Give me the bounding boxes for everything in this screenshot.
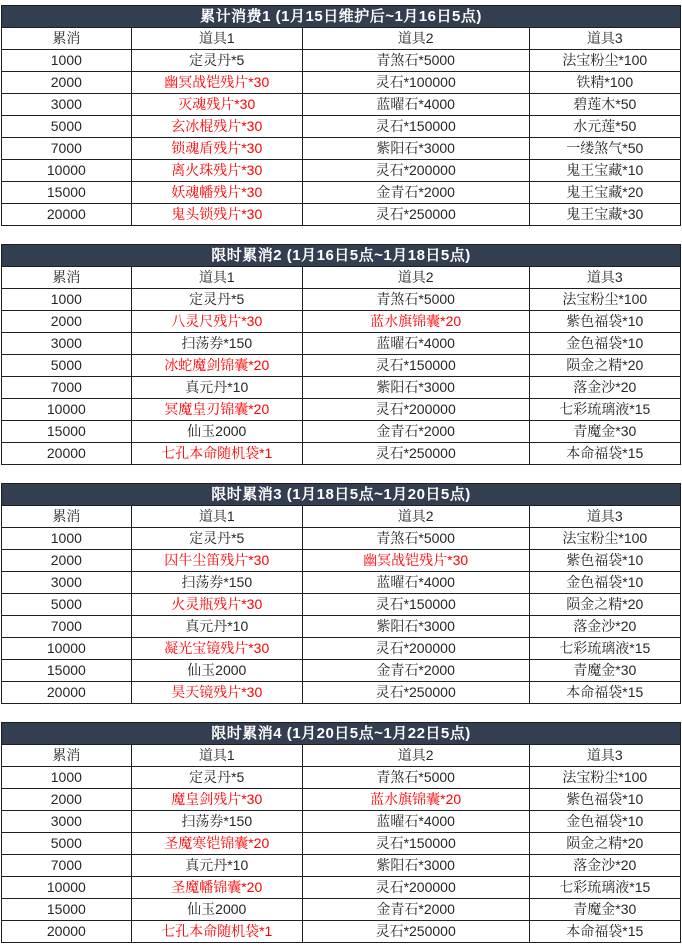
column-header-2: 道具2 [302, 745, 529, 767]
item-cell: 金青石*2000 [302, 660, 529, 682]
table-row [2, 94, 681, 116]
item-cell: 鬼头锁残片*30 [131, 204, 302, 226]
table-title-row [2, 6, 681, 28]
threshold-cell: 20000 [2, 443, 132, 465]
column-header-2: 道具2 [302, 506, 529, 528]
item-cell: 扫荡券*150 [131, 572, 302, 594]
item-cell: 定灵丹*5 [131, 528, 302, 550]
item-cell: 青魔金*30 [529, 899, 680, 921]
item-cell: 鬼王宝藏*10 [529, 160, 680, 182]
item-cell: 昊天镜残片*30 [131, 682, 302, 704]
table-row [2, 421, 681, 443]
item-cell: 法宝粉尘*100 [529, 50, 680, 72]
reward-table [1, 722, 681, 943]
threshold-cell: 3000 [2, 333, 132, 355]
item-cell: 灵石*200000 [302, 877, 529, 899]
table-row [2, 572, 681, 594]
item-cell: 蓝曜石*4000 [302, 333, 529, 355]
item-cell: 灵石*150000 [302, 594, 529, 616]
threshold-cell: 5000 [2, 355, 132, 377]
threshold-cell: 7000 [2, 377, 132, 399]
threshold-cell: 20000 [2, 682, 132, 704]
item-cell: 妖魂幡残片*30 [131, 182, 302, 204]
item-cell: 落金沙*20 [529, 377, 680, 399]
item-cell: 凝光宝镜残片*30 [131, 638, 302, 660]
item-cell: 一缕煞气*50 [529, 138, 680, 160]
threshold-cell: 10000 [2, 638, 132, 660]
item-cell: 定灵丹*5 [131, 767, 302, 789]
item-cell: 金色福袋*10 [529, 811, 680, 833]
item-cell: 灵石*150000 [302, 116, 529, 138]
column-header-0: 累消 [2, 745, 132, 767]
threshold-cell: 3000 [2, 572, 132, 594]
threshold-cell: 10000 [2, 877, 132, 899]
threshold-cell: 5000 [2, 116, 132, 138]
threshold-cell: 1000 [2, 289, 132, 311]
item-cell: 七孔本命随机袋*1 [131, 443, 302, 465]
item-cell: 火灵瓶残片*30 [131, 594, 302, 616]
item-cell: 落金沙*20 [529, 616, 680, 638]
tables-container [1, 5, 679, 943]
column-header-1: 道具1 [131, 745, 302, 767]
threshold-cell: 2000 [2, 72, 132, 94]
item-cell: 水元莲*50 [529, 116, 680, 138]
item-cell: 仙玉2000 [131, 660, 302, 682]
item-cell: 圣魔幡锦囊*20 [131, 877, 302, 899]
table-row [2, 767, 681, 789]
threshold-cell: 10000 [2, 160, 132, 182]
column-header-3: 道具3 [529, 506, 680, 528]
item-cell: 灵石*250000 [302, 443, 529, 465]
item-cell: 玄冰棍残片*30 [131, 116, 302, 138]
item-cell: 圣魔寒铠锦囊*20 [131, 833, 302, 855]
item-cell: 七彩琉璃液*15 [529, 399, 680, 421]
table-row [2, 138, 681, 160]
item-cell: 法宝粉尘*100 [529, 767, 680, 789]
item-cell: 本命福袋*15 [529, 682, 680, 704]
item-cell: 陨金之精*20 [529, 355, 680, 377]
threshold-cell: 2000 [2, 789, 132, 811]
item-cell: 金色福袋*10 [529, 572, 680, 594]
threshold-cell: 15000 [2, 182, 132, 204]
column-header-row [2, 267, 681, 289]
threshold-cell: 20000 [2, 921, 132, 943]
item-cell: 青魔金*30 [529, 421, 680, 443]
table-title: 限时累消3 (1月18日5点~1月20日5点) [2, 484, 681, 506]
item-cell: 紫色福袋*10 [529, 311, 680, 333]
item-cell: 囚牛尘笛残片*30 [131, 550, 302, 572]
table-title: 累计消费1 (1月15日维护后~1月16日5点) [2, 6, 681, 28]
table-row [2, 789, 681, 811]
threshold-cell: 7000 [2, 855, 132, 877]
item-cell: 真元丹*10 [131, 855, 302, 877]
threshold-cell: 5000 [2, 833, 132, 855]
item-cell: 青煞石*5000 [302, 528, 529, 550]
item-cell: 灵石*150000 [302, 355, 529, 377]
item-cell: 蓝曜石*4000 [302, 811, 529, 833]
item-cell: 扫荡券*150 [131, 333, 302, 355]
item-cell: 蓝曜石*4000 [302, 572, 529, 594]
table-row [2, 616, 681, 638]
table-row [2, 528, 681, 550]
table-row [2, 50, 681, 72]
threshold-cell: 2000 [2, 311, 132, 333]
table-title-row [2, 723, 681, 745]
item-cell: 蓝水旗锦囊*20 [302, 311, 529, 333]
threshold-cell: 7000 [2, 616, 132, 638]
column-header-row [2, 506, 681, 528]
item-cell: 仙玉2000 [131, 421, 302, 443]
column-header-3: 道具3 [529, 745, 680, 767]
column-header-2: 道具2 [302, 28, 529, 50]
table-row [2, 899, 681, 921]
table-row [2, 377, 681, 399]
item-cell: 青煞石*5000 [302, 767, 529, 789]
item-cell: 八灵尺残片*30 [131, 311, 302, 333]
table-title-row [2, 245, 681, 267]
table-row [2, 550, 681, 572]
item-cell: 陨金之精*20 [529, 833, 680, 855]
item-cell: 灵石*100000 [302, 72, 529, 94]
threshold-cell: 15000 [2, 421, 132, 443]
table-row [2, 311, 681, 333]
item-cell: 本命福袋*15 [529, 443, 680, 465]
table-row [2, 877, 681, 899]
table-row [2, 355, 681, 377]
table-row [2, 116, 681, 138]
item-cell: 金青石*2000 [302, 899, 529, 921]
table-row [2, 855, 681, 877]
item-cell: 紫色福袋*10 [529, 789, 680, 811]
table-row [2, 811, 681, 833]
item-cell: 七孔本命随机袋*1 [131, 921, 302, 943]
item-cell: 紫阳石*3000 [302, 855, 529, 877]
item-cell: 扫荡券*150 [131, 811, 302, 833]
column-header-1: 道具1 [131, 267, 302, 289]
column-header-3: 道具3 [529, 28, 680, 50]
item-cell: 鬼王宝藏*20 [529, 182, 680, 204]
table-row [2, 682, 681, 704]
item-cell: 七彩琉璃液*15 [529, 638, 680, 660]
column-header-0: 累消 [2, 506, 132, 528]
column-header-0: 累消 [2, 267, 132, 289]
item-cell: 灵石*250000 [302, 921, 529, 943]
table-row [2, 833, 681, 855]
column-header-3: 道具3 [529, 267, 680, 289]
item-cell: 蓝水旗锦囊*20 [302, 789, 529, 811]
threshold-cell: 20000 [2, 204, 132, 226]
table-row [2, 289, 681, 311]
column-header-0: 累消 [2, 28, 132, 50]
threshold-cell: 3000 [2, 94, 132, 116]
threshold-cell: 15000 [2, 899, 132, 921]
threshold-cell: 7000 [2, 138, 132, 160]
table-title-row [2, 484, 681, 506]
threshold-cell: 15000 [2, 660, 132, 682]
table-title: 限时累消4 (1月20日5点~1月22日5点) [2, 723, 681, 745]
table-row [2, 638, 681, 660]
item-cell: 真元丹*10 [131, 616, 302, 638]
item-cell: 七彩琉璃液*15 [529, 877, 680, 899]
item-cell: 本命福袋*15 [529, 921, 680, 943]
table-row [2, 399, 681, 421]
table-row [2, 443, 681, 465]
reward-table [1, 244, 681, 465]
item-cell: 魔皇剑残片*30 [131, 789, 302, 811]
item-cell: 灵石*200000 [302, 399, 529, 421]
item-cell: 幽冥战铠残片*30 [131, 72, 302, 94]
column-header-row [2, 28, 681, 50]
item-cell: 灵石*200000 [302, 160, 529, 182]
table-row [2, 333, 681, 355]
item-cell: 锁魂盾残片*30 [131, 138, 302, 160]
item-cell: 定灵丹*5 [131, 289, 302, 311]
table-row [2, 160, 681, 182]
item-cell: 碧莲木*50 [529, 94, 680, 116]
item-cell: 铁精*100 [529, 72, 680, 94]
item-cell: 金青石*2000 [302, 182, 529, 204]
table-title: 限时累消2 (1月16日5点~1月18日5点) [2, 245, 681, 267]
item-cell: 定灵丹*5 [131, 50, 302, 72]
table-row [2, 204, 681, 226]
item-cell: 离火珠残片*30 [131, 160, 302, 182]
item-cell: 落金沙*20 [529, 855, 680, 877]
item-cell: 冥魔皇刃锦囊*20 [131, 399, 302, 421]
table-row [2, 72, 681, 94]
item-cell: 金青石*2000 [302, 421, 529, 443]
threshold-cell: 1000 [2, 50, 132, 72]
table-row [2, 594, 681, 616]
item-cell: 灭魂残片*30 [131, 94, 302, 116]
table-row [2, 660, 681, 682]
item-cell: 灵石*250000 [302, 682, 529, 704]
column-header-row [2, 745, 681, 767]
item-cell: 紫色福袋*10 [529, 550, 680, 572]
threshold-cell: 5000 [2, 594, 132, 616]
item-cell: 冰蛇魔剑锦囊*20 [131, 355, 302, 377]
column-header-1: 道具1 [131, 506, 302, 528]
item-cell: 青魔金*30 [529, 660, 680, 682]
threshold-cell: 3000 [2, 811, 132, 833]
table-row [2, 921, 681, 943]
item-cell: 蓝曜石*4000 [302, 94, 529, 116]
column-header-2: 道具2 [302, 267, 529, 289]
item-cell: 灵石*150000 [302, 833, 529, 855]
reward-table [1, 5, 681, 226]
item-cell: 灵石*200000 [302, 638, 529, 660]
item-cell: 仙玉2000 [131, 899, 302, 921]
table-row [2, 182, 681, 204]
item-cell: 幽冥战铠残片*30 [302, 550, 529, 572]
threshold-cell: 1000 [2, 528, 132, 550]
item-cell: 灵石*250000 [302, 204, 529, 226]
reward-table [1, 483, 681, 704]
item-cell: 陨金之精*20 [529, 594, 680, 616]
item-cell: 法宝粉尘*100 [529, 289, 680, 311]
item-cell: 青煞石*5000 [302, 289, 529, 311]
item-cell: 青煞石*5000 [302, 50, 529, 72]
item-cell: 鬼王宝藏*30 [529, 204, 680, 226]
item-cell: 紫阳石*3000 [302, 616, 529, 638]
item-cell: 紫阳石*3000 [302, 377, 529, 399]
column-header-1: 道具1 [131, 28, 302, 50]
item-cell: 紫阳石*3000 [302, 138, 529, 160]
item-cell: 金色福袋*10 [529, 333, 680, 355]
item-cell: 真元丹*10 [131, 377, 302, 399]
threshold-cell: 10000 [2, 399, 132, 421]
threshold-cell: 1000 [2, 767, 132, 789]
item-cell: 法宝粉尘*100 [529, 528, 680, 550]
threshold-cell: 2000 [2, 550, 132, 572]
